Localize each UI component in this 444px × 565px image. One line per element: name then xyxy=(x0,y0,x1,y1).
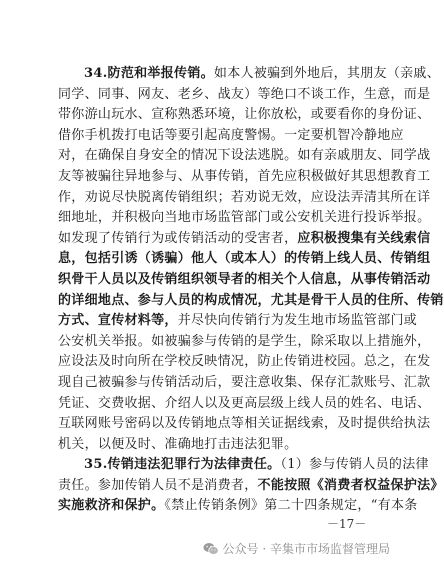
text-segment: 同学、同事、网友、老乡、战友）等绝口不谈工作，生意，而是 xyxy=(58,86,431,102)
bold-text-segment: 不能按照《消费者权益保护法》 xyxy=(257,477,444,493)
text-segment: 带你游山玩水、宣称熟悉环境，让你放松，或要看你的身份证、 xyxy=(58,107,431,123)
bold-text-segment: 方式、宣传材料等， xyxy=(58,313,178,329)
text-segment: 如本人被骗到外地后，其朋友（亲戚、 xyxy=(213,66,441,81)
text-line xyxy=(58,208,431,229)
bold-text-segment: 息，包括引诱（诱骗）他人（或本人）的传销上线人员、传销组 xyxy=(58,251,431,267)
text-segment: 机关，以便及时、准确地打击违法犯罪。 xyxy=(58,436,298,452)
text-segment: 责任。参加传销人员不是消费者， xyxy=(58,477,258,493)
text-line xyxy=(58,496,418,517)
text-line xyxy=(58,311,418,332)
text-line xyxy=(58,105,431,126)
bold-text-segment: 织骨干人员以及传销组织领导者的相关个人信息，从事传销活动 xyxy=(58,271,431,287)
text-segment: 细地址，并积极向当地市场监管部门或公安机关进行投诉举报。 xyxy=(58,210,431,226)
wechat-watermark xyxy=(203,540,390,557)
text-line xyxy=(58,167,431,188)
text-segment: 《禁止传销条例》第二十四条规定，“有本条 xyxy=(164,498,418,514)
text-line xyxy=(58,126,404,147)
bold-text-segment: 的详细地点、参与人员的构成情况，尤其是骨干人员的住所、传销 xyxy=(58,292,444,308)
text-line xyxy=(58,249,431,270)
text-line xyxy=(58,188,431,209)
text-segment: 友等被骗往异地参与、从事传销，首先应积极做好其思想教育工 xyxy=(58,168,431,184)
bold-text-segment: 实施救济和保护。 xyxy=(58,498,165,514)
text-line xyxy=(58,332,431,353)
text-line xyxy=(58,394,431,415)
text-segment: （1）参与传销人员的法律 xyxy=(280,457,429,473)
text-line xyxy=(58,229,431,250)
text-line xyxy=(58,291,444,312)
text-line xyxy=(58,85,431,106)
text-segment: 应设法及时向所在学校反映情况，防止传销进校园。总之，在发 xyxy=(58,354,431,370)
text-segment: 凭证、交费收据、介绍人以及更高层级上线人员的姓名、电话、 xyxy=(58,395,431,411)
page-number: －17－ xyxy=(327,517,367,531)
text-line xyxy=(58,414,431,435)
text-segment: 现自己被骗参与传销活动后，要注意收集、保存汇款账号、汇款 xyxy=(58,374,431,390)
text-line xyxy=(58,146,431,167)
text-segment: 并尽快向传销行为发生地市场监管部门或 xyxy=(177,313,418,329)
text-line xyxy=(58,435,344,456)
bold-text-segment: 应积极搜集有关线索信 xyxy=(297,230,431,246)
text-segment: 作，劝说尽快脱离传销组织；若劝说无效，应设法弄清其所在详 xyxy=(58,189,431,205)
text-segment: 公安机关举报。如被骗参与传销的是学生，除采取以上措施外， xyxy=(58,333,431,349)
document-body xyxy=(58,64,444,517)
text-line xyxy=(58,270,431,291)
text-segment: 借你手机拨打电话等要引起高度警惕。一定要机智冷静地应 xyxy=(58,127,404,143)
watermark-text: 公众号 · 辛集市市场监督管理局 xyxy=(222,542,390,556)
text-line xyxy=(58,373,431,394)
bold-text-segment: 34.防范和举报传销。 xyxy=(84,66,214,81)
text-segment: 互联网账号密码以及传销地点等相关证据线索，及时提供给执法 xyxy=(58,416,431,432)
text-line xyxy=(58,476,444,497)
text-line xyxy=(58,352,431,373)
text-line xyxy=(58,64,441,85)
text-segment: 如发现了传销行为或传销活动的受害者， xyxy=(58,230,298,246)
text-line xyxy=(58,455,429,476)
wechat-icon xyxy=(203,542,219,556)
text-segment: 对，在确保自身安全的情况下设法逃脱。如有亲戚朋友、同学战 xyxy=(58,148,431,164)
bold-text-segment: 35.传销违法犯罪行为法律责任。 xyxy=(84,457,281,473)
